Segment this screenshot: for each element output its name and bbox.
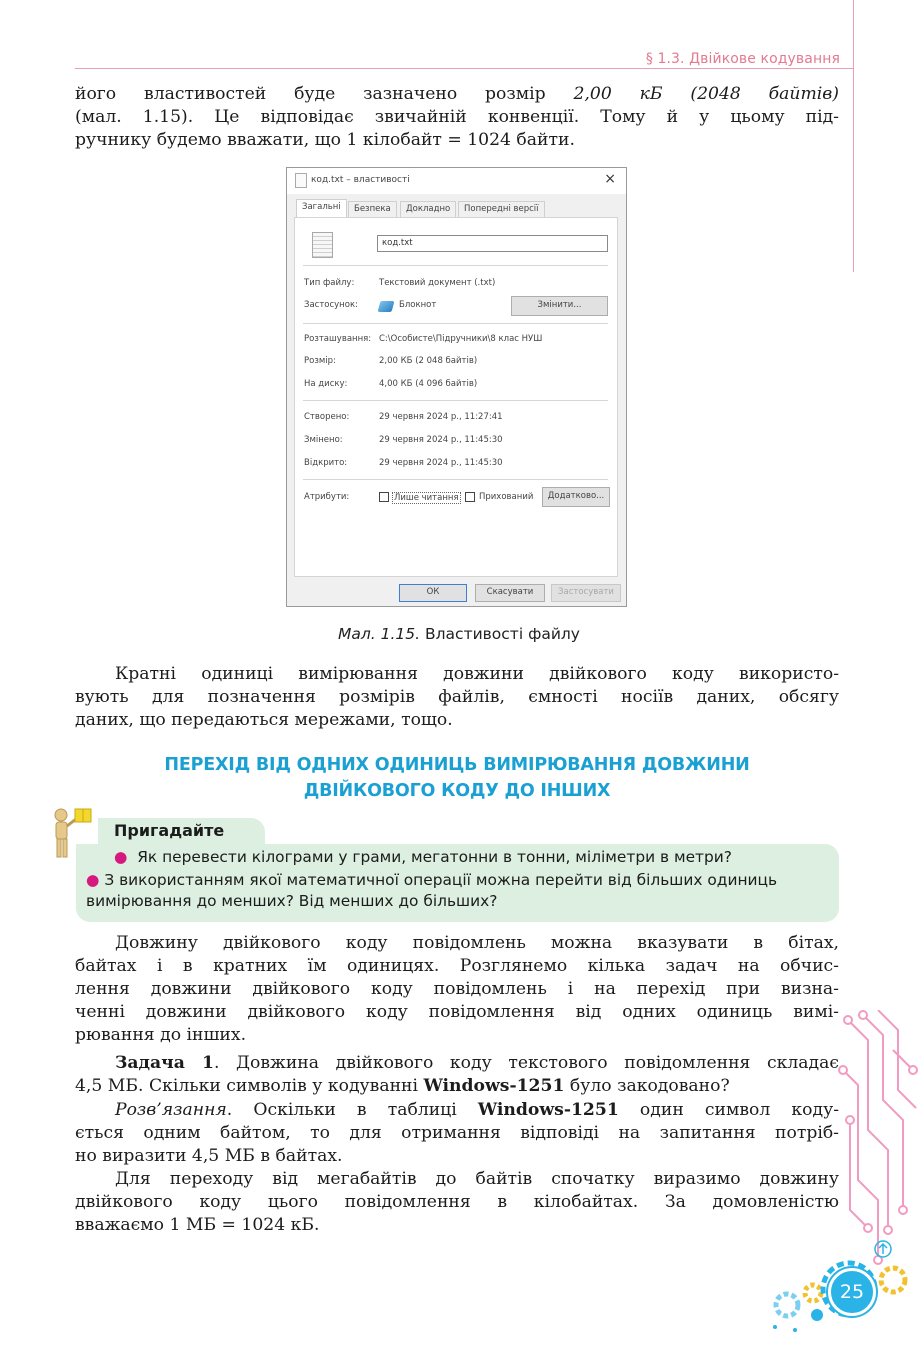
margin-rule xyxy=(853,0,854,272)
remember-question-2: ● З використанням якої математичної операції можна перейти від більших одиниць вимірювання до менших? Від менших до більших? xyxy=(86,871,778,910)
disk-size-value: 4,00 КБ (4 096 байтів) xyxy=(379,379,478,389)
file-icon xyxy=(295,173,307,188)
location-label: Розташування: xyxy=(304,334,372,344)
hidden-checkbox[interactable] xyxy=(465,492,475,502)
size-value: 2,00 КБ (2 048 байтів) xyxy=(379,356,478,366)
tab-details[interactable]: Докладно xyxy=(400,201,456,217)
size-label: Розмір: xyxy=(304,356,336,366)
bullet-icon: ● xyxy=(86,871,100,889)
tab-security[interactable]: Безпека xyxy=(348,201,397,217)
tab-previous-versions[interactable]: Попередні версії xyxy=(458,201,545,217)
attributes-label: Атрибути: xyxy=(304,492,350,502)
modified-value: 29 червня 2024 р., 11:45:30 xyxy=(379,435,503,445)
paragraph-intro-tasks: Довжину двійкового коду повідомлень можна вказувати в бітах, байтах і в кратних їм одиницях. Розглянемо кілька задач на обчис- лення довжини двійкового коду повідомлень і на перехід при визна- ченні довжини двійкового коду повідомлення від одних одиниць вимі- рювання до інших. xyxy=(75,933,839,1045)
divider xyxy=(303,479,608,480)
document-icon xyxy=(312,232,333,258)
type-value: Текстовий документ (.txt) xyxy=(379,278,496,288)
location-value: C:\Особисте\Підручники\8 клас НУШ xyxy=(379,334,543,344)
general-tab-panel xyxy=(294,217,618,577)
section-header: § 1.3. Двійкове кодування xyxy=(645,51,840,67)
app-label: Застосунок: xyxy=(304,300,358,310)
solution: Розв’язання. Оскільки в таблиці Windows-1251 один символ коду- ється одним байтом, то для отримання відповіді на запитання потріб- но виразити 4,5 МБ в байтах. xyxy=(75,1100,839,1166)
task-1: Задача 1. Довжина двійкового коду текстового повідомлення складає 4,5 МБ. Скільки символів у кодуванні Windows-1251 було закодовано? xyxy=(75,1053,839,1096)
header-rule xyxy=(75,68,853,69)
disk-size-label: На диску: xyxy=(304,379,348,389)
tab-general[interactable]: Загальні xyxy=(296,199,347,217)
divider xyxy=(303,265,608,266)
ok-button[interactable]: ОК xyxy=(399,584,467,602)
close-icon[interactable]: × xyxy=(604,171,616,187)
type-label: Тип файлу: xyxy=(304,278,355,288)
readonly-label: Лише читання xyxy=(394,493,459,503)
created-label: Створено: xyxy=(304,412,350,422)
created-value: 29 червня 2024 р., 11:27:41 xyxy=(379,412,503,422)
bullet-icon: ● xyxy=(114,848,128,866)
figure-caption: Мал. 1.15. Властивості файлу xyxy=(338,625,580,643)
intro-paragraph: його властивостей буде зазначено розмір 2,00 кБ (2048 байтів) (мал. 1.15). Це відповідає звичайній конвенції. Тому й у цьому під- ручнику будемо вважати, що 1 кілобайт = 1024 байти. xyxy=(75,84,839,150)
apply-button[interactable]: Застосувати xyxy=(551,584,621,602)
remember-title: Пригадайте xyxy=(114,821,225,840)
section-heading: ПЕРЕХІД ВІД ОДНИХ ОДИНИЦЬ ВИМІРЮВАННЯ ДОВЖИНИ ДВІЙКОВОГО КОДУ ДО ІНШИХ xyxy=(164,755,750,801)
filename-field[interactable]: код.txt xyxy=(377,235,608,252)
readonly-checkbox[interactable] xyxy=(379,492,389,502)
accessed-value: 29 червня 2024 р., 11:45:30 xyxy=(379,458,503,468)
divider xyxy=(303,323,608,324)
modified-label: Змінено: xyxy=(304,435,343,445)
cancel-button[interactable]: Скасувати xyxy=(475,584,545,602)
advanced-button[interactable]: Додатково... xyxy=(542,487,610,507)
dialog-title: код.txt – властивості xyxy=(311,175,410,185)
change-button[interactable]: Змінити... xyxy=(511,296,608,316)
page-number: 25 xyxy=(828,1268,876,1316)
paragraph-multiples: Кратні одиниці вимірювання довжини двійкового коду використо- вують для позначення розмірів файлів, ємності носіїв даних, обсягу даних, що передаються мережами, тощо. xyxy=(75,664,839,730)
divider xyxy=(303,400,608,401)
paragraph-conversion: Для переходу від мегабайтів до байтів спочатку виразимо довжину двійкового коду цього повідомлення в кілобайтах. За домовленістю вважаємо 1 МБ = 1024 кБ. xyxy=(75,1169,839,1235)
remember-question-1: ● Як перевести кілограми у грами, мегатонни в тонни, міліметри в метри? xyxy=(114,848,732,866)
hidden-label: Прихований xyxy=(479,492,534,502)
file-properties-dialog xyxy=(286,167,627,607)
app-value: Блокнот xyxy=(399,300,437,310)
notepad-icon xyxy=(378,301,395,312)
accessed-label: Відкрито: xyxy=(304,458,348,468)
